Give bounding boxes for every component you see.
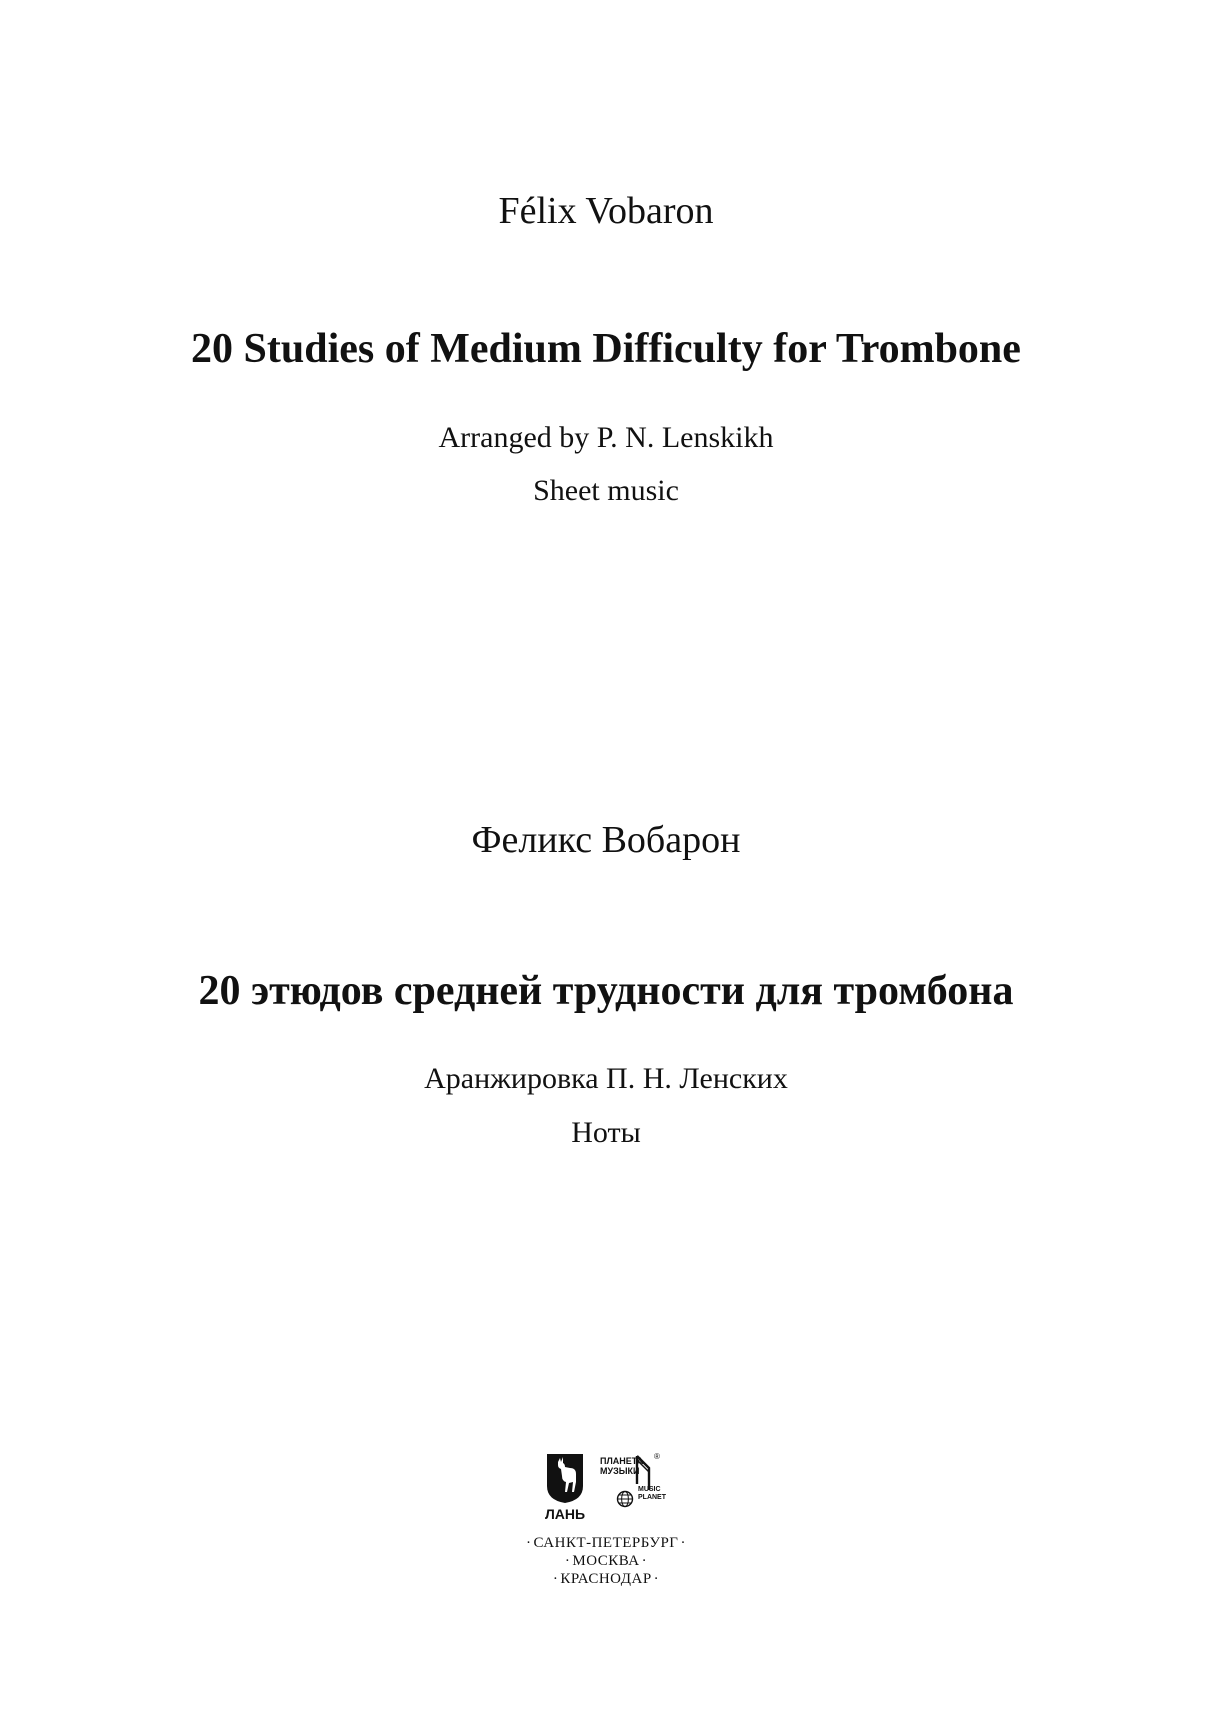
music-planet-ru-text: ПЛАНЕТА МУЗЫКИ [600, 1456, 644, 1476]
city-line: · КРАСНОДАР · [552, 1571, 660, 1587]
globe-icon [616, 1490, 634, 1508]
deer-shield-icon [545, 1452, 585, 1504]
russian-title: 20 этюдов средней трудности для тромбона [198, 968, 1014, 1014]
russian-type: Ноты [571, 1116, 641, 1149]
city-line: · САНКТ-ПЕТЕРБУРГ · [526, 1535, 686, 1551]
english-type: Sheet music [533, 474, 679, 507]
music-planet-en-text: MUSIC PLANET [638, 1486, 666, 1501]
city-line: · МОСКВА · [564, 1553, 648, 1569]
publisher-block [0, 1452, 1212, 1588]
russian-arranger: Аранжировка П. Н. Ленских [424, 1062, 788, 1095]
russian-author: Феликс Вобарон [471, 819, 741, 861]
english-arranger: Arranged by P. N. Lenskikh [438, 421, 774, 454]
music-planet-logo [594, 1452, 668, 1524]
lan-logo [544, 1452, 586, 1522]
english-title: 20 Studies of Medium Difficulty for Trombone [191, 326, 1021, 372]
lan-logo-text: ЛАНЬ [544, 1506, 586, 1522]
publisher-logos [0, 1452, 1212, 1524]
publisher-cities [0, 1534, 1212, 1588]
registered-mark: ® [654, 1452, 660, 1461]
english-author: Félix Vobaron [498, 190, 714, 232]
